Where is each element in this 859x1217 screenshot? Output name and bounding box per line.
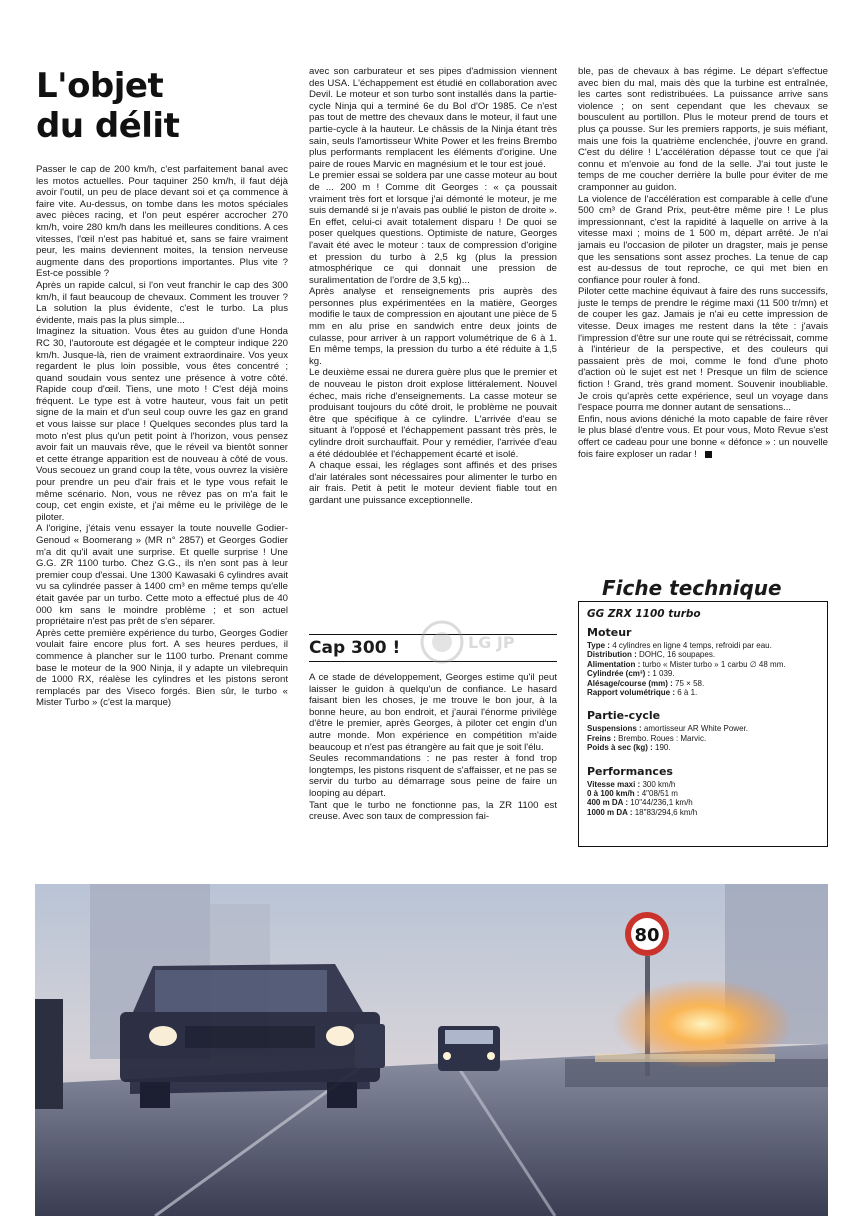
paragraph: Passer le cap de 200 km/h, c'est parfaitement banal avec les motos actuelles. Pour taquiner 250 km/h, il faut déjà avoir l'outil, un peu de place devant soi et ça commence à faire vite. Au-dessus, on tombe dans les motos spéciales avec pièces racing, et l'on peut espérer accrocher 270 km/h, voire 280 km/h dans les meilleures conditions. A ces vitesses, l'œil n'est pas habitué et, sans se faire vraiment peur, les mains deviennent moites, la tension nerveuse augmente dans des proportions importantes. Plus vite ? Est-ce possible ? <box>36 164 288 280</box>
paragraph <box>578 414 828 460</box>
headline-line-2: du délit <box>36 106 180 146</box>
spec-value: 75 × 58. <box>675 678 705 688</box>
headline-line-1: L'objet <box>36 66 164 106</box>
spec-row <box>587 743 819 752</box>
paragraph: avec son carburateur et ses pipes d'admission viennent des USA. L'échappement est étudié en collaboration avec Devil. Le moteur et son turbo sont installés dans la partie-cycle Ninja qui a terminé 6e du Bol d'Or 1985. Ce n'est pas tout de mettre des chevaux dans le moteur, il faut une partie-cycle à la hauteur. Le châssis de la Ninja étant très sain, seuls l'amortisseur White Power et les freins Brembo plus performants remplacent les éléments d'origine. Une paire de roues Marvic en magnésium et le tour est joué. <box>309 66 557 170</box>
highway-photo <box>35 884 828 1216</box>
paragraph: Après cette première expérience du turbo, Georges Godier voulait faire encore plus fort. A ses heures perdues, il commence à plancher sur le 1100 turbo. Prenant comme base le moteur de la 900 Ninja, il y adapte un vilebrequin de 1000 RX, réalèse les cylindres et les pistons seront remplacés par des Viseco forgés. Bien sûr, le turbo « Mister Turbo » (c'est la marque) <box>36 627 288 709</box>
paragraph: Imaginez la situation. Vous êtes au guidon d'une Honda RC 30, l'autoroute est dégagée et le compteur indique 220 km/h. Jusque-là, rien de vraiment extraordinaire. Vos yeux regardent le plus loin possible, vous êtes concentré ; quand soudain vous sentez une présence à votre côté. Rapide coup d'œil. Tiens, une moto ! C'est déjà moins fréquent. Le type est à votre hauteur, vous fait un petit signe de la main et d'un seul coup ouvre les gaz en grand et vous laisse sur place ! Quelques secondes plus tard la moto n'est plus qu'un petit point à l'horizon, vous pensez avoir fait un mauvais rêve, que le réveil va bientôt sonner et cette étrange apparition est de nouveau à côté de vous. Vous secouez un grand coup la tête, vous ouvrez la visière pour prendre un peu d'air frais et le type vous refait le même scénario. Non, vous ne rêvez pas on m'a fait le coup, cet engin existe, et j'ai même eu le privilège de le piloter. <box>36 326 288 523</box>
spec-value: Brembo. Roues : Marvic. <box>618 733 707 743</box>
speed-sign-value: 80 <box>634 925 660 946</box>
watermark-logo <box>420 612 516 672</box>
spec-model: GG ZRX 1100 turbo <box>587 608 701 620</box>
paragraph: Piloter cette machine équivaut à faire des runs successifs, juste le temps de prendre le régime maxi (11 500 tr/mn) et de couper les gaz. Jamais je n'ai eu cette impression de vitesse. Deux images me restent dans la tête : j'avais l'impression d'être sur une route qui se rétrécissait, comme à l'intérieur de la perspective, et des couleurs qui passaient près de moi, comme le fond d'une photo d'action où le sujet est net ! Presque un film de science fiction ! Grand, très grand moment. Souvenir inoubliable. Je crois qu'après cette expérience, seul un voyage dans l'espace pourra me donner autant de sensations... <box>578 286 829 414</box>
spec-row <box>587 798 819 807</box>
spec-sheet-box <box>578 601 828 847</box>
spec-row <box>587 641 819 650</box>
spec-row <box>587 669 819 678</box>
spec-value: 18"83/294,6 km/h <box>634 807 698 817</box>
spec-value: 4 cylindres en ligne 4 temps, refroidi par eau. <box>612 641 772 650</box>
paragraph: Tant que le turbo ne fonctionne pas, la ZR 1100 est creuse. Avec son taux de compression fai- <box>309 799 557 823</box>
blurred-car <box>120 964 380 1108</box>
spec-row <box>587 780 819 789</box>
spec-value: 4"08/51 m <box>641 789 678 799</box>
spec-row <box>587 688 819 697</box>
paragraph: Après analyse et renseignements pris auprès des personnes plus expérimentées en la matière, Georges modifie le taux de compression en ajoutant une pièce de 5 mm en alu prise en sandwich entre deux joints de culasse, pour arriver à un rapport volumétrique de 6 à 1. En même temps, la pression du turbo a été réduite à 1,5 kg. <box>309 286 557 367</box>
spec-value: 1 039. <box>652 669 675 679</box>
spec-sheet-title: Fiche technique <box>602 576 782 600</box>
speed-limit-sign-icon <box>625 912 669 956</box>
spec-row <box>587 808 819 817</box>
highway-photo-illustration <box>35 884 828 1216</box>
column-3 <box>578 66 828 460</box>
column-2-continued <box>309 672 557 823</box>
spec-value: DOHC, 16 soupapes. <box>639 650 716 660</box>
paragraph: Seules recommandations : ne pas rester à fond trop longtemps, les pistons risquent de s'affaisser, et ne pas se servir du turbo au démarrage sous peine de faire un looping au départ. <box>309 753 557 799</box>
spec-label: Freins : <box>587 733 616 743</box>
spec-row <box>587 650 819 659</box>
column-2 <box>309 66 557 507</box>
spec-section-title: Moteur <box>587 626 632 639</box>
spec-section-title: Performances <box>587 764 673 778</box>
end-of-article-mark <box>705 451 712 458</box>
spec-row <box>587 679 819 688</box>
spec-label: 0 à 100 km/h : <box>587 789 640 799</box>
paragraph: Après un rapide calcul, si l'on veut franchir le cap des 300 km/h, il faut beaucoup de chevaux. Comment les trouver ? La solution la plus évidente, c'est le turbo. La plus évidente, mais pas la plus simple... <box>36 279 288 326</box>
paragraph: Le premier essai se soldera par une casse moteur au bout de ... 200 m ! Comme dit Georges : « ça poussait vraiment très fort et lorsque j'ai démonté le moteur, je me suis demandé si je n'avais pas oublié le piston de droite ». En effet, celui-ci avait totalement disparu ! De quoi se poser quelques questions. Optimiste de nature, Georges l'avait été avec le moteur : taux de compression d'origine et pression du turbo à 2,5 kg (plus la pression atmosphérique ce qui donnait une pression de suralimentation de l'ordre de 3,5 kg)... <box>309 170 557 286</box>
spec-row <box>587 789 819 798</box>
spec-label: 400 m DA : <box>587 798 629 808</box>
spec-value: turbo « Mister turbo » 1 carbu ∅ 48 mm. <box>642 659 786 669</box>
spec-label: Vitesse maxi : <box>587 779 641 789</box>
subhead-text: Cap 300 ! <box>309 638 401 658</box>
spec-value: 6 à 1. <box>677 688 698 698</box>
spec-label: Poids à sec (kg) : <box>587 743 653 753</box>
paragraph: Le deuxième essai ne durera guère plus que le premier et de nouveau le piston droit explose littéralement. Nouvel échec, mais riche d'enseignements. La casse moteur se produisant toujours du côté droit, le problème ne pouvait être que spécifique à ce cylindre. L'arrivée d'eau se situant à l'opposé et l'échappement passant très près, le cylindre droit surchauffait. Pour y remédier, l'arrivée d'eau a été dédoublée et l'échappement écarté et isolé. <box>309 367 557 460</box>
spec-label: Type : <box>587 641 610 650</box>
spec-label: Alimentation : <box>587 659 641 669</box>
spec-section-title: Partie-cycle <box>587 709 661 723</box>
spec-label: Rapport volumétrique : <box>587 688 676 698</box>
spec-value: amortisseur AR White Power. <box>643 724 748 734</box>
watermark-text: LG JP <box>468 633 515 652</box>
spec-row <box>587 724 819 733</box>
spec-value: 10"44/236,1 km/h <box>630 798 693 808</box>
distant-car <box>438 1026 500 1071</box>
spec-label: Cylindrée (cm³) : <box>587 669 651 679</box>
spec-label: Alésage/course (mm) : <box>587 678 673 688</box>
spec-value: 300 km/h <box>642 779 676 789</box>
column-1 <box>36 164 288 709</box>
spec-label: Suspensions : <box>587 724 642 734</box>
spec-label: 1000 m DA : <box>587 807 633 817</box>
article-headline <box>36 66 306 146</box>
spec-label: Distribution : <box>587 650 637 660</box>
paragraph: ble, pas de chevaux à bas régime. Le départ s'effectue avec bien du mal, mais dès que la turbine est entraînée, les cartes sont redistribuées. La puissance arrive sans violence ; on sent cependant que les chevaux se bousculent au portillon. Plus le moteur prend de tours et plus ça pousse. Sur les premiers rapports, je suis méfiant, mais une fois la quatrième enclenchée, j'ouvre en grand. C'est du délire ! L'accélération dépasse tout ce que j'ai connu et m'envoie au fond de la selle. J'ai tout juste le temps de me coucher derrière la bulle pour éviter de me cramponner au guidon. <box>578 66 828 193</box>
spec-row <box>587 660 819 669</box>
spec-row <box>587 734 819 743</box>
paragraph: A chaque essai, les réglages sont affinés et des prises d'air latérales sont nécessaires pour alimenter le turbo en air frais. Petit à petit le moteur devient fiable tout en gardant une puissance exceptionnelle. <box>309 460 557 506</box>
paragraph: A l'origine, j'étais venu essayer la toute nouvelle Godier-Genoud « Boomerang » (MR n° 2857) et Georges Godier m'a dit qu'il avait une surprise. Et quelle surprise ! Une G.G. ZR 1100 turbo. Chez G.G., ils n'en sont pas à leur premier coup d'essai. Une 1300 Kawasaki 6 cylindres avait vu sa cylindrée passer à 1400 cm³ en même temps qu'elle était gavée par un turbo. Cette moto a effectué plus de 40 000 km sans le moindre problème ; et son actuel propriétaire n'est pas prêt de s'en séparer. <box>36 523 288 628</box>
spec-value: 190. <box>655 743 671 753</box>
spec-sheet <box>578 577 828 847</box>
closing-paragraph-text: Enfin, nous avions déniché la moto capable de faire rêver le plus blasé d'entre vous. Et pour vous, Moto Revue s'est offert ce cadeau pour une bonne « défonce » : un nouvelle fois faire exploser un radar ! <box>578 413 828 460</box>
paragraph: A ce stade de développement, Georges estime qu'il peut laisser le guidon à quelqu'un de confiance. Le hasard faisant bien les choses, je me trouve le bon jour, à la bonne heure, au bon endroit, et j'aurai l'énorme privilège d'être le premier, après Georges, à piloter cet engin d'un autre monde. Mon expérience en compétition m'aide beaucoup et n'est pas étrangère au fait que je soit l'élu. <box>309 672 557 753</box>
paragraph: La violence de l'accélération est comparable à celle d'une 500 cm³ de Grand Prix, peut-être même pire ! Le plus impressionnant, c'est la rapidité à laquelle on arrive à la vitesse maxi ; moins de 1 500 m, départ arrêté. Je n'ai jamais eu l'occasion de piloter un dragster, mais je pense que les sensations sont assez proches. La tenue de cap est au-dessus de tout reproche, ce qui met bien en confiance pour rouler à fond. <box>578 193 828 286</box>
